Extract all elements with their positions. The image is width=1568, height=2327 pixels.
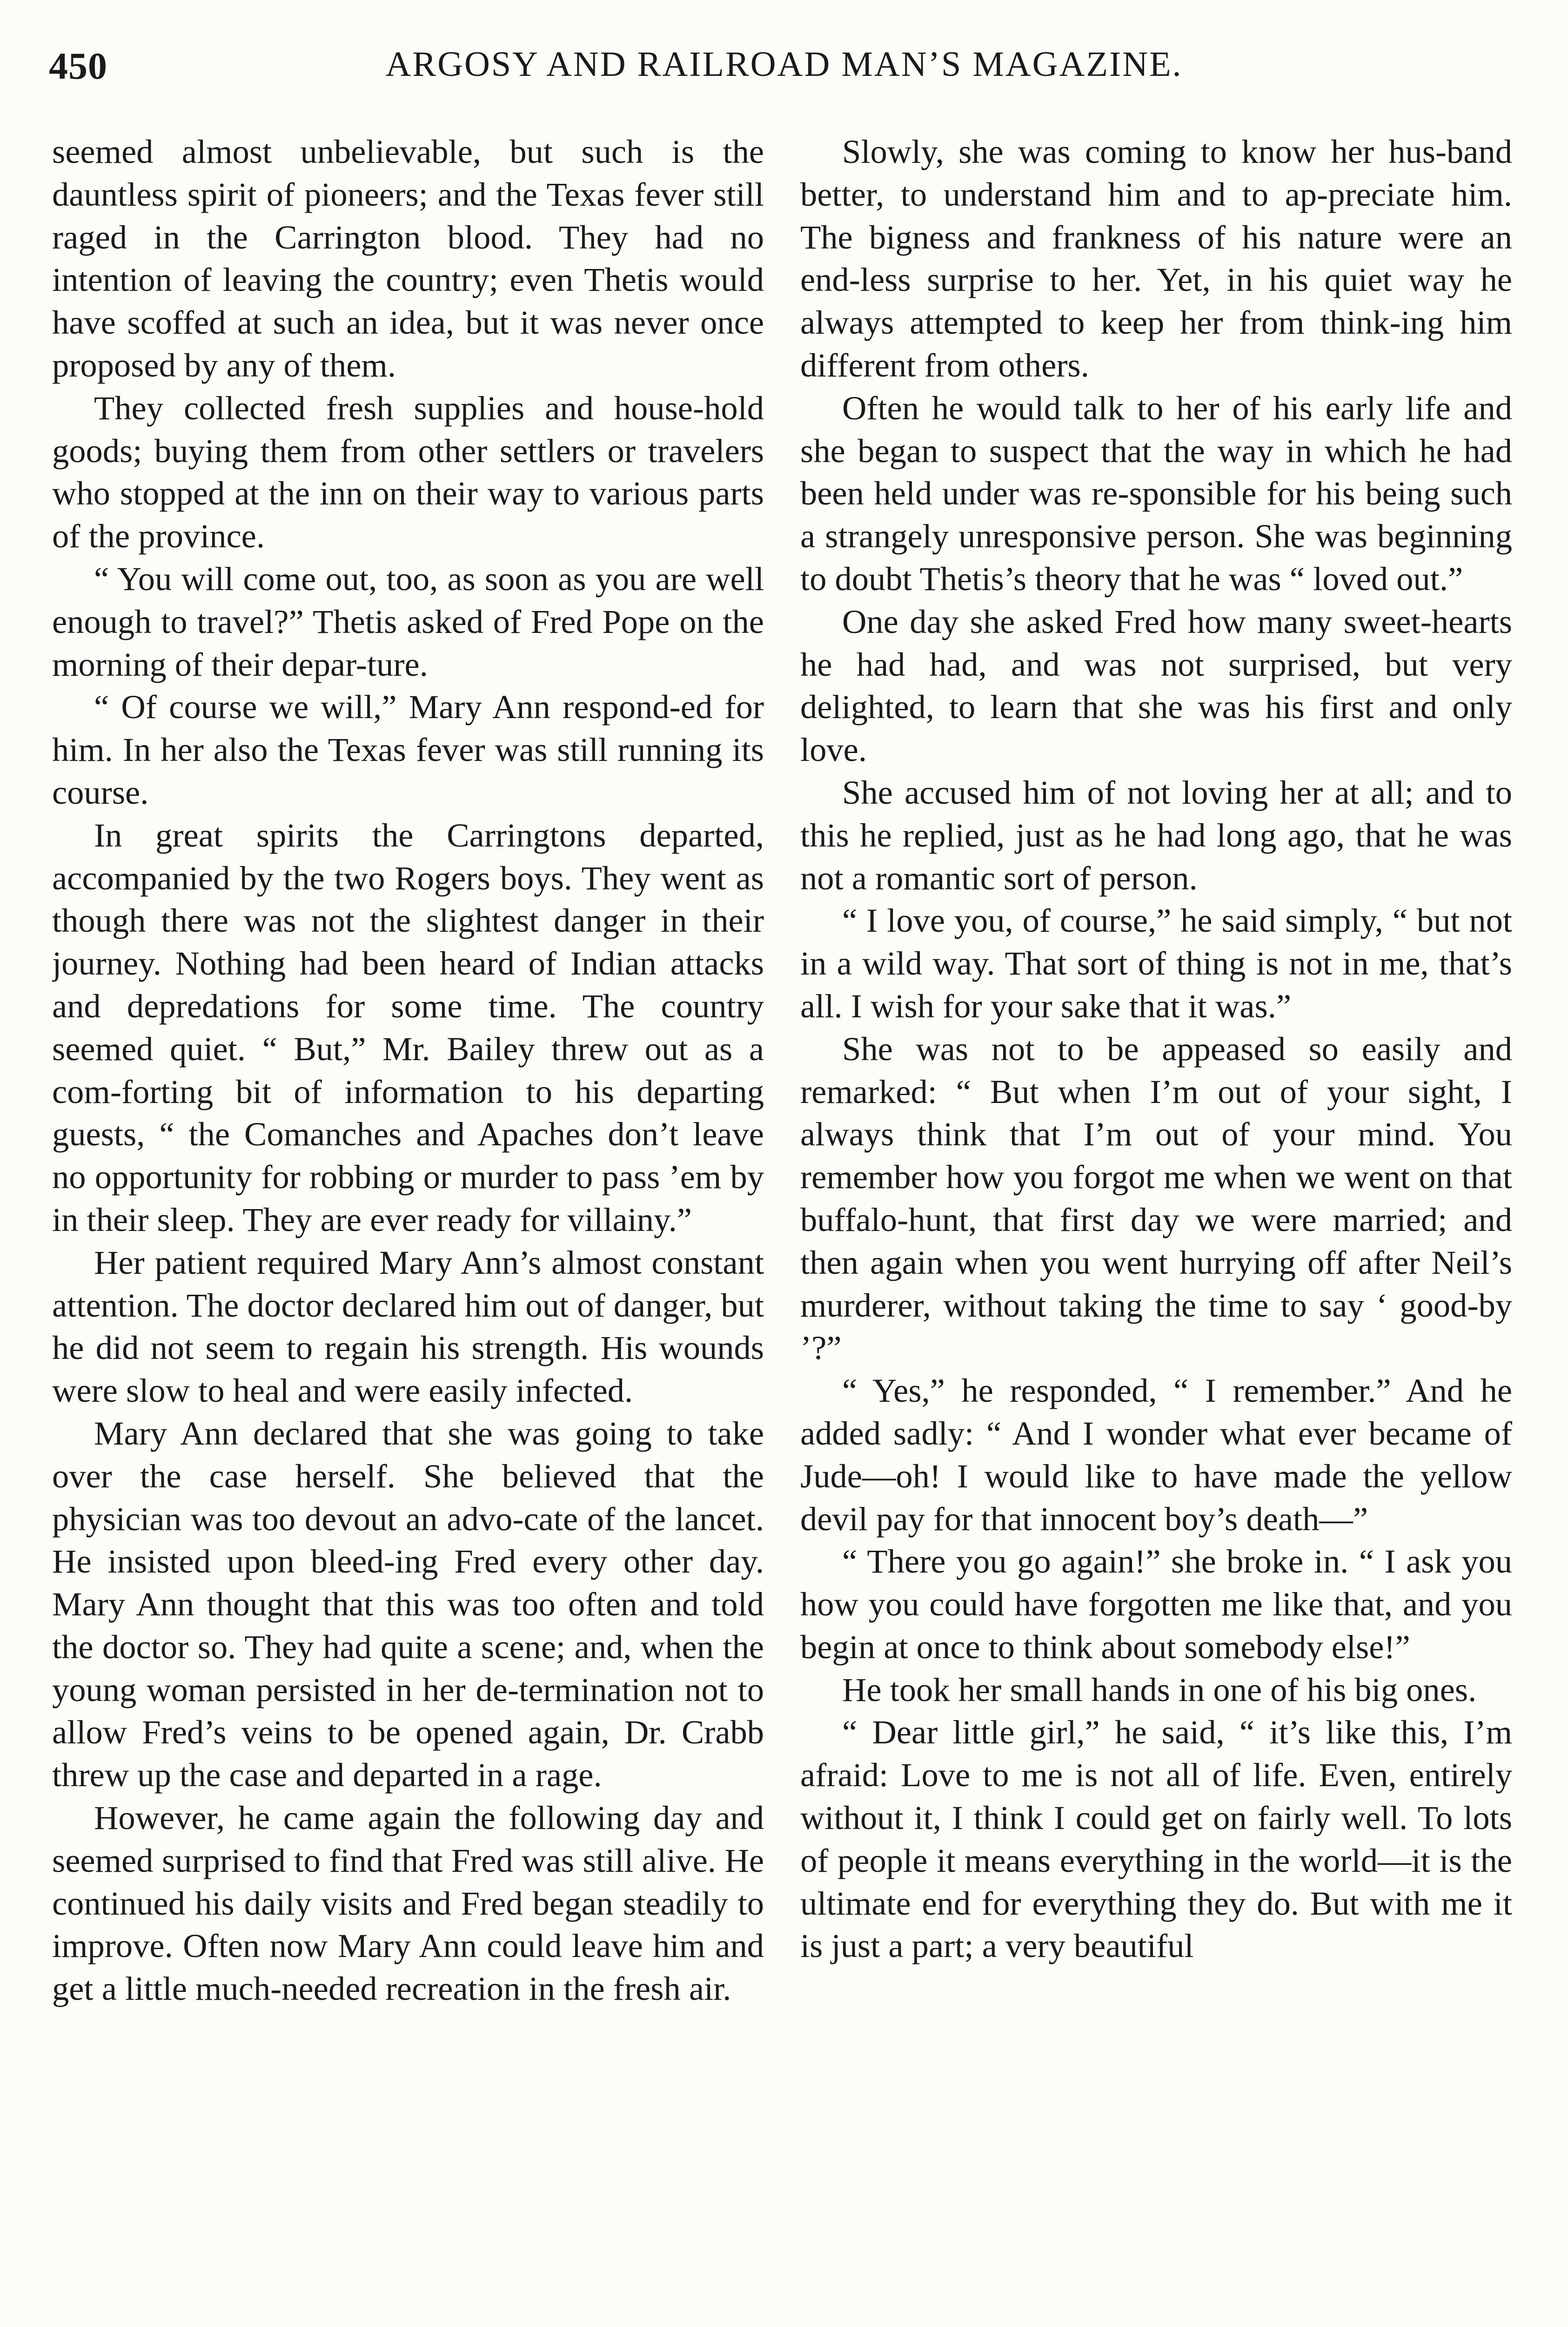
paragraph: “ There you go again!” she broke in. “ I ask you how you could have forgotten me like that, and you begin at once to think about somebody else!” <box>800 1542 1512 1666</box>
paragraph: “ I love you, of course,” he said simply, “ but not in a wild way. That sort of thing is not in me, that’s all. I wish for your sake that it was.” <box>800 901 1512 1025</box>
paragraph: She accused him of not loving her at all; and to this he replied, just as he had long ago, that he was not a romantic sort of person. <box>800 773 1512 897</box>
paragraph: Slowly, she was coming to know her hus-band better, to understand him and to ap-preciate him. The bigness and frankness of his nature were an end-less surprise to her. Yet, in his quiet way he always attempted to keep her from think-ing him different from others. <box>800 133 1512 384</box>
paragraph: “ Of course we will,” Mary Ann respond-ed for him. In her also the Texas fever was still running its course. <box>52 688 764 811</box>
paragraph: Often he would talk to her of his early life and she began to suspect that the way in which he had been held under was re-sponsible for his being such a strangely unresponsive person. She was beginning to doubt Thetis’s theory that he was “ loved out.” <box>800 389 1512 598</box>
paragraph: “ Yes,” he responded, “ I remember.” And he added sadly: “ And I wonder what ever became of Jude—oh! I would like to have made the yellow devil pay for that innocent boy’s death—” <box>800 1372 1512 1538</box>
paragraph: Mary Ann declared that she was going to take over the case herself. She believed that the physician was too devout an advo-cate of the lancet. He insisted upon bleed-ing Fred every other day. Mary Ann thought that this was too often and told the doctor so. They had quite a scene; and, when the young woman persisted in her de-termination not to allow Fred’s veins to be opened again, Dr. Crabb threw up the case and departed in a rage. <box>52 1414 764 1794</box>
paragraph: “ Dear little girl,” he said, “ it’s like this, I’m afraid: Love to me is not all of life. Even, entirely without it, I think I could get on fairly well. To lots of people it means everything in the world—it is the ultimate end for everything they do. But with me it is just a part; a very beautiful <box>800 1713 1512 1965</box>
paragraph: seemed almost unbelievable, but such is the dauntless spirit of pioneers; and the Texas fever still raged in the Carrington blood. They had no intention of leaving the country; even Thetis would have scoffed at such an idea, but it was never once proposed by any of them. <box>52 133 764 384</box>
right-column <box>800 130 1512 2327</box>
paragraph: One day she asked Fred how many sweet-hearts he had had, and was not surprised, but very delighted, to learn that she was his first and only love. <box>800 602 1512 769</box>
running-head: ARGOSY AND RAILROAD MAN’S MAGAZINE. <box>385 45 1183 84</box>
left-column <box>52 130 764 2327</box>
paragraph: “ You will come out, too, as soon as you are well enough to travel?” Thetis asked of Fred Pope on the morning of their depar-ture. <box>52 559 764 683</box>
page-number: 450 <box>49 45 107 87</box>
paragraph: He took her small hands in one of his big ones. <box>842 1670 1477 1708</box>
paragraph: In great spirits the Carringtons departed, accompanied by the two Rogers boys. They went as though there was not the slightest danger in their journey. Nothing had been heard of Indian attacks and depredations for some time. The country seemed quiet. “ But,” Mr. Bailey threw out as a com-forting bit of information to his departing guests, “ the Comanches and Apaches don’t leave no opportunity for robbing or murder to pass ’em by in their sleep. They are ever ready for villainy.” <box>52 816 764 1238</box>
page-header <box>49 44 1519 100</box>
paragraph: They collected fresh supplies and house-hold goods; buying them from other settlers or travelers who stopped at the inn on their way to various parts of the province. <box>52 389 764 555</box>
paragraph: She was not to be appeased so easily and remarked: “ But when I’m out of your sight, I always think that I’m out of your mind. You remember how you forgot me when we went on that buffalo-hunt, that first day we were married; and then again when you went hurrying off after Neil’s murderer, without taking the time to say ‘ good-by ’?” <box>800 1029 1512 1367</box>
paragraph: However, he came again the following day and seemed surprised to find that Fred was still alive. He continued his daily visits and Fred began steadily to improve. Often now Mary Ann could leave him and get a little much-needed recreation in the fresh air. <box>52 1799 764 2008</box>
paragraph: Her patient required Mary Ann’s almost constant attention. The doctor declared him out of danger, but he did not seem to regain his strength. His wounds were slow to heal and were easily infected. <box>52 1243 764 1410</box>
